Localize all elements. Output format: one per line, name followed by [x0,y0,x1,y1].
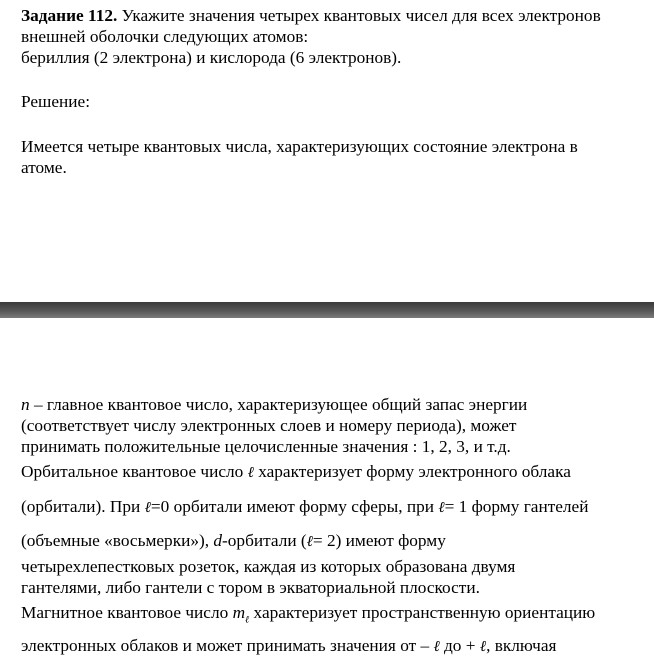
task-line-1 [21,6,601,26]
orbital-line-4: четырехлепестковых розеток, каждая из которых образована двумя [21,557,516,576]
task-line-3: бериллия (2 электрона) и кислорода (6 электронов). [21,48,402,67]
task-line-2: внешней оболочки следующих атомов: [21,27,309,46]
ell-symbol: ℓ [144,498,151,516]
ell-symbol: ℓ [306,532,313,550]
m-symbol: m [232,603,246,622]
n-symbol: n [21,395,30,414]
intro-line-2: атоме. [21,158,67,177]
orbital-line-3: (объемные «восьмерки»), d-орбитали (ℓ= 2) имеют форму [21,531,446,550]
page-separator [0,302,654,318]
task-text-1: Укажите значения четырех квантовых чисел для всех электронов [117,6,601,25]
orbital-line-2: (орбитали). При ℓ=0 орбитали имеют форму сферы, при ℓ= 1 форму гантелей [21,497,589,516]
d-symbol: d [213,531,223,550]
ell-symbol: ℓ [433,637,440,655]
n-line-3: принимать положительные целочисленные значения : 1, 2, 3, и т.д. [21,437,511,456]
ell-symbol: ℓ [479,637,487,655]
magnetic-line-1: Магнитное квантовое число $m_\ell$ характеризует пространственную ориентацию [21,603,596,626]
m-subscript: ℓ [245,614,250,626]
n-line-1: n – главное квантовое число, характеризующее общий запас энергии [21,395,528,414]
orbital-line-1: Орбитальное квантовое число ℓ характеризует форму электронного облака [21,462,571,481]
ell-symbol: ℓ [438,498,445,516]
solution-heading: Решение: [21,92,90,111]
intro-line-1: Имеется четыре квантовых числа, характеризующих состояние электрона в [21,137,578,156]
orbital-line-5: гантелями, либо гантели с тором в экваториальной плоскости. [21,578,480,597]
task-label: Задание 112. [21,6,118,25]
n-line-2: (соответствует числу электронных слоев и номеру периода), может [21,416,517,435]
magnetic-line-2: электронных облаков и может принимать значения от – ℓ до + ℓ, включая [21,636,557,655]
ell-symbol: ℓ [247,463,254,481]
